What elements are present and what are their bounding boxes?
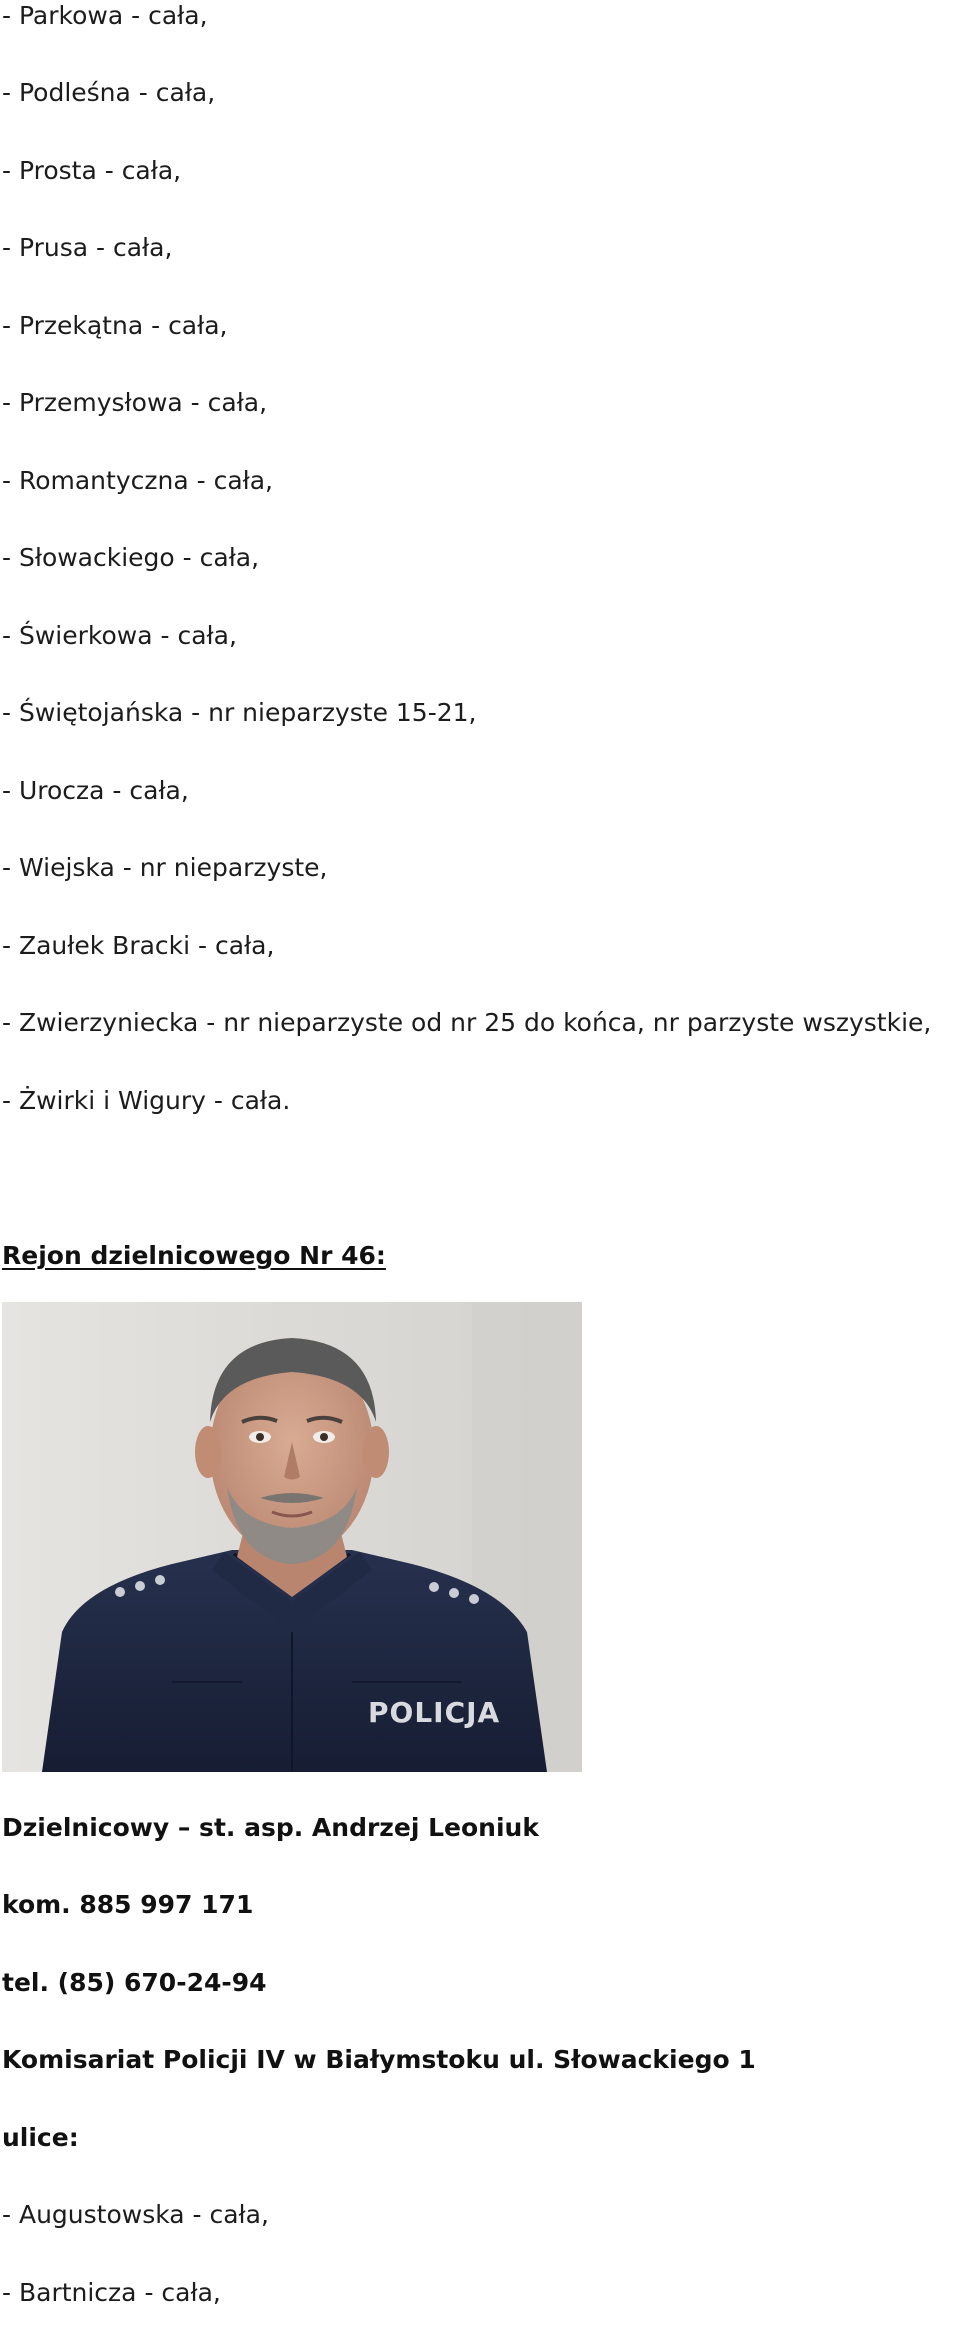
- street-item: - Słowackiego - cała,: [2, 543, 260, 572]
- street-item: - Augustowska - cała,: [2, 2200, 269, 2229]
- street-item: - Przekątna - cała,: [2, 311, 228, 340]
- street-item: - Wiejska - nr nieparzyste,: [2, 853, 328, 882]
- police-station-address: Komisariat Policji IV w Białymstoku ul. Słowackiego 1: [2, 2045, 756, 2074]
- street-item: - Żwirki i Wigury - cała.: [2, 1086, 291, 1115]
- street-item: - Podleśna - cała,: [2, 78, 216, 107]
- street-item: - Świętojańska - nr nieparzyste 15-21,: [2, 698, 477, 727]
- street-item: - Bartnicza - cała,: [2, 2278, 221, 2307]
- streets-label: ulice:: [2, 2123, 79, 2152]
- street-item: - Zwierzyniecka - nr nieparzyste od nr 25 do końca, nr parzyste wszystkie,: [2, 1008, 932, 1037]
- street-item: - Przemysłowa - cała,: [2, 388, 268, 417]
- street-item: - Prusa - cała,: [2, 233, 173, 262]
- officer-mobile: kom. 885 997 171: [2, 1890, 254, 1919]
- street-item: - Zaułek Bracki - cała,: [2, 931, 275, 960]
- district-heading: Rejon dzielnicowego Nr 46:: [2, 1241, 386, 1270]
- uniform-text: POLICJA: [368, 1696, 501, 1729]
- street-item: - Parkowa - cała,: [2, 1, 208, 30]
- officer-title: Dzielnicowy – st. asp. Andrzej Leoniuk: [2, 1813, 539, 1842]
- street-item: - Romantyczna - cała,: [2, 466, 274, 495]
- officer-photo: [2, 1302, 582, 1772]
- street-item: - Prosta - cała,: [2, 156, 182, 185]
- officer-phone: tel. (85) 670-24-94: [2, 1968, 267, 1997]
- street-item: - Świerkowa - cała,: [2, 621, 237, 650]
- street-item: - Urocza - cała,: [2, 776, 189, 805]
- officer-portrait-image: [2, 1302, 582, 1772]
